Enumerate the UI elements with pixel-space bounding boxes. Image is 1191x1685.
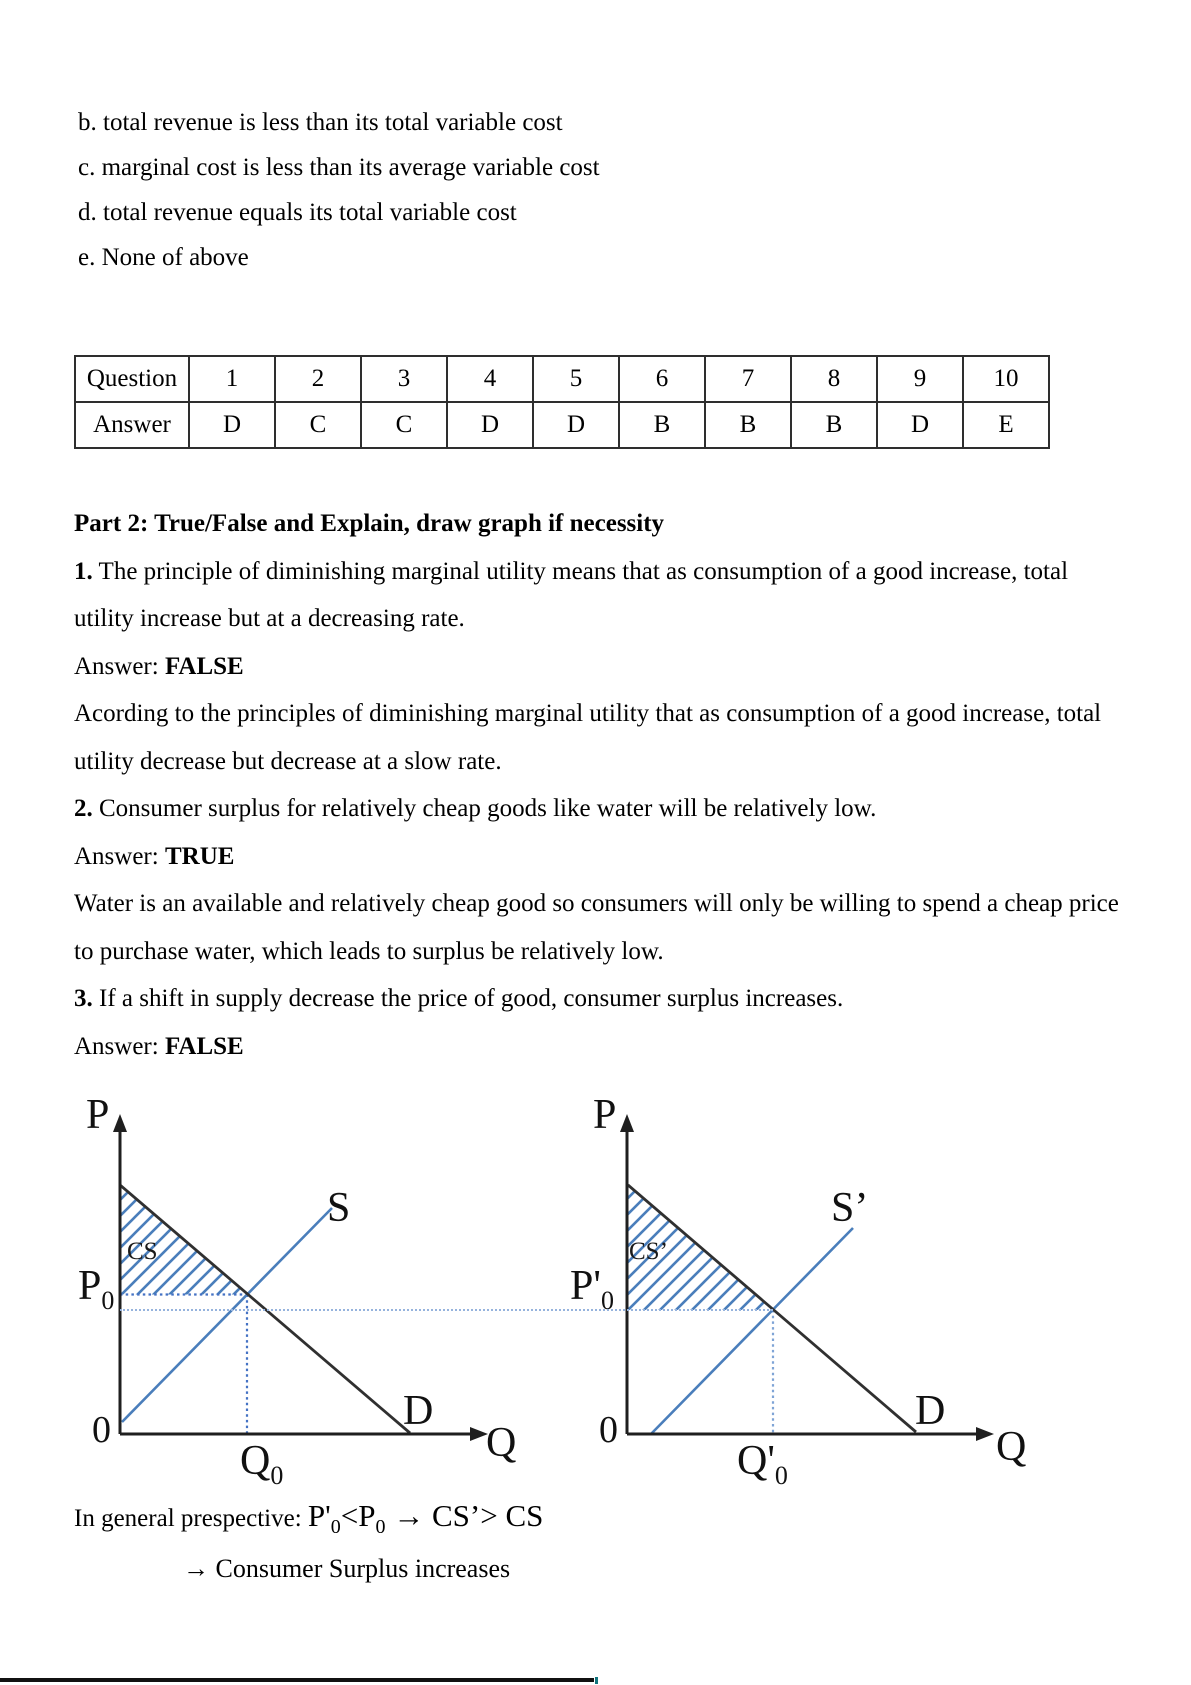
answer-cell: B bbox=[705, 402, 791, 448]
price-axis-arrow bbox=[620, 1114, 634, 1132]
option-c: c. marginal cost is less than its average variable cost bbox=[78, 154, 600, 181]
left-origin-label: 0 bbox=[92, 1409, 111, 1451]
left-p-axis-label: P bbox=[86, 1092, 110, 1138]
left-cs-label: CS bbox=[127, 1238, 158, 1265]
answer-1-value: FALSE bbox=[164, 652, 244, 680]
question-number: 7 bbox=[705, 356, 791, 402]
answer-cell: D bbox=[533, 402, 619, 448]
option-e: e. None of above bbox=[78, 244, 249, 271]
right-cs-label: CS’ bbox=[629, 1238, 668, 1265]
answer-row-label: Answer bbox=[75, 402, 189, 448]
option-d: d. total revenue equals its total variable cost bbox=[78, 199, 517, 226]
right-supply-label: S’ bbox=[831, 1185, 869, 1231]
left-q-axis-label: Q bbox=[486, 1420, 517, 1466]
answer-key-table bbox=[74, 355, 1050, 449]
conclusion-formula: $P'_0<P_0$ → CS’> CS bbox=[307, 1498, 544, 1538]
page-break-line bbox=[0, 1678, 594, 1682]
answer-3-value: FALSE bbox=[164, 1032, 244, 1060]
right-p-axis-label: P bbox=[593, 1092, 617, 1138]
question-number: 10 bbox=[963, 356, 1049, 402]
right-origin-label: 0 bbox=[599, 1409, 618, 1451]
question-row bbox=[75, 356, 1049, 402]
right-p0-label: $P'_0$ bbox=[570, 1263, 614, 1315]
explanation-2: Water is an available and relatively cheap good so consumers will only be willing to spend a cheap price to purchase water, which leads to surplus be relatively low. bbox=[74, 890, 1119, 965]
right-q-axis-label: Q bbox=[996, 1424, 1027, 1470]
left-demand-label: D bbox=[403, 1388, 434, 1434]
left-p0-label: $P_0$ bbox=[78, 1263, 115, 1315]
answer-row bbox=[75, 402, 1049, 448]
explanation-1: Acording to the principles of diminishing marginal utility that as consumption of a good increase, total utility decrease but decrease at a slow rate. bbox=[74, 700, 1102, 775]
statement-1-number: 1. bbox=[74, 557, 93, 585]
conclusion-line-2: → Consumer Surplus increases bbox=[183, 1554, 511, 1583]
answer-3 bbox=[74, 1023, 1122, 1071]
cursor-mark bbox=[595, 1677, 598, 1684]
statement-1 bbox=[74, 548, 1122, 643]
right-demand-label: D bbox=[915, 1388, 946, 1434]
statement-2 bbox=[74, 785, 1122, 833]
price-axis-arrow bbox=[113, 1114, 127, 1132]
question-number: 1 bbox=[189, 356, 275, 402]
answer-2-label: Answer: bbox=[74, 842, 165, 870]
question-row-label: Question bbox=[75, 356, 189, 402]
answer-cell: B bbox=[791, 402, 877, 448]
quantity-axis-arrow bbox=[976, 1427, 994, 1441]
statement-2-number: 2. bbox=[74, 795, 93, 822]
conclusion-intro: In general prespective: bbox=[74, 1505, 308, 1532]
question-number: 2 bbox=[275, 356, 361, 402]
question-number: 5 bbox=[533, 356, 619, 402]
left-q0-label: $Q_0$ bbox=[240, 1438, 284, 1490]
question-number: 4 bbox=[447, 356, 533, 402]
answer-cell: D bbox=[447, 402, 533, 448]
right-q0-label: $Q'_0$ bbox=[737, 1438, 788, 1490]
question-number: 3 bbox=[361, 356, 447, 402]
conclusion-line-1 bbox=[74, 1498, 544, 1538]
statement-2-text: Consumer surplus for relatively cheap goods like water will be relatively low. bbox=[92, 795, 877, 822]
left-supply-label: S bbox=[327, 1185, 351, 1231]
question-number: 8 bbox=[791, 356, 877, 402]
left-supply-demand-diagram bbox=[70, 1090, 530, 1490]
answer-3-label: Answer: bbox=[74, 1032, 165, 1060]
question-number: 6 bbox=[619, 356, 705, 402]
statement-3 bbox=[74, 975, 1122, 1023]
answer-cell: B bbox=[619, 402, 705, 448]
answer-cell: D bbox=[877, 402, 963, 448]
option-b: b. total revenue is less than its total variable cost bbox=[78, 109, 563, 136]
statement-1-text: The principle of diminishing marginal utility means that as consumption of a good increase, total utility increase but at a decreasing rate. bbox=[74, 557, 1069, 632]
mc-options bbox=[78, 100, 1138, 280]
statement-3-number: 3. bbox=[74, 985, 93, 1012]
answer-1-label: Answer: bbox=[74, 652, 165, 680]
answer-cell: C bbox=[361, 402, 447, 448]
answer-cell: C bbox=[275, 402, 361, 448]
answer-cell: E bbox=[963, 402, 1049, 448]
answer-cell: D bbox=[189, 402, 275, 448]
question-number: 9 bbox=[877, 356, 963, 402]
part2-section bbox=[74, 500, 1122, 1070]
price-comparison-dotted-line bbox=[120, 1309, 773, 1311]
answer-1 bbox=[74, 643, 1122, 691]
answer-2 bbox=[74, 833, 1122, 881]
statement-3-text: If a shift in supply decrease the price of good, consumer surplus increases. bbox=[92, 985, 844, 1012]
part2-heading: Part 2: True/False and Explain, draw graph if necessity bbox=[74, 510, 665, 537]
answer-2-value: TRUE bbox=[164, 842, 235, 870]
